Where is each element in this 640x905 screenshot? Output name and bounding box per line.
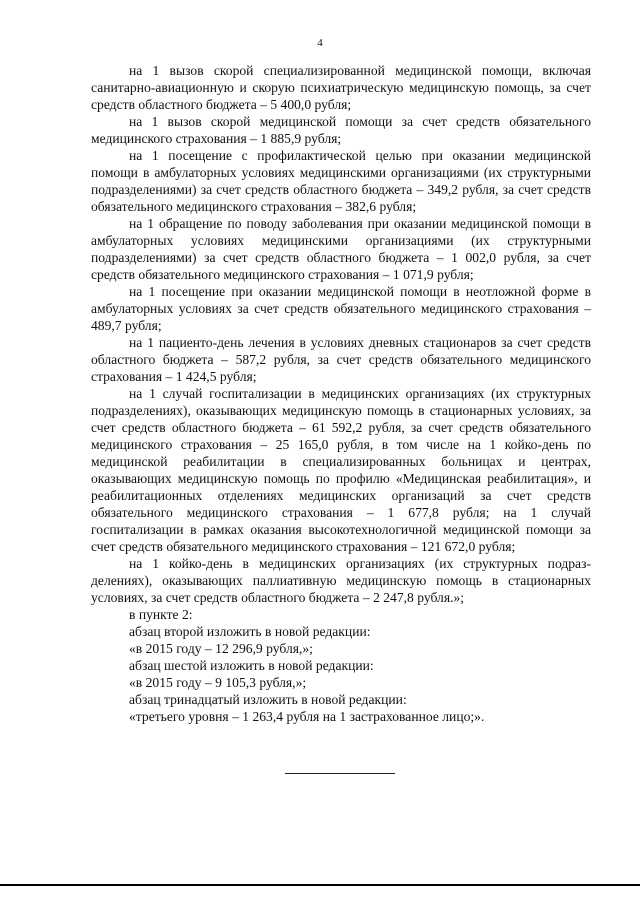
amendment-line: в пункте 2: — [129, 607, 193, 622]
amendment-line: «в 2015 году – 9 105,3 рубля,»; — [129, 675, 307, 690]
amendment-line: абзац тринадцатый изложить в новой редакции: — [129, 692, 407, 707]
paragraph-ambulance-call: на 1 вызов скорой медицинской помощи за счет средств обязательного медицинского страхования – 1 885,9 рубля; — [91, 114, 591, 146]
amendment-line: «третьего уровня – 1 263,4 рубля на 1 застрахованное лицо;». — [129, 709, 485, 724]
paragraph-palliative-care: на 1 койко-день в медицинских организациях (их структурных подразделениях), оказывающих паллиативную медицинскую помощь в стационарных условиях, за счет средств областного бюджета – 2 247,8 рубля.»; — [91, 556, 591, 605]
amendment-line: абзац второй изложить в новой редакции: — [129, 624, 371, 639]
paragraph-ambulance-specialized: на 1 вызов скорой специализированной медицинской помощи, включая санитарно-авиационную и скорую психиатрическую медицинскую помощь, за счет средств областного бюджета – 5 400,0 рубля; — [91, 63, 591, 112]
document-body — [91, 62, 591, 725]
paragraph-urgent-visit: на 1 посещение при оказании медицинской помощи в неотложной форме в амбулаторных условиях за счет средств обязательного медицинского страхования – 489,7 рубля; — [91, 284, 591, 333]
paragraph-disease-appeal: на 1 обращение по поводу заболевания при оказании медицинской помощи в амбулаторных условиях медицинскими организациями (их структурными подразделениями) за счет средств областного бюджета – 1 002,0 рубля, за счет средств обязательного медицинского страхования – 1 071,9 рубля; — [91, 216, 591, 282]
amendment-line: «в 2015 году – 12 296,9 рубля,»; — [129, 641, 313, 656]
page-number: 4 — [317, 37, 323, 49]
paragraph-hospitalization: на 1 случай госпитализации в медицинских организациях (их структурных подразделениях), оказывающих медицинскую помощь в стационарных условиях, за счет средств областного бюджета – 61 592,2 рубля, за счет средств обязательного медицинского страхования – 25 165,0 рубля, в том числе на 1 койко-день по медицинской реабилитации в специализированных больницах и центрах, оказывающих медицинскую помощь по профилю «Медицинская реабилитация», и реабилитационных отделениях медицинских организаций за счет средств обязательного медицинского страхования – 1 677,8 рубля; на 1 случай госпитализации в рамках оказания высокотехнологичной медицинской помощи за счет средств обязательного медицинского страхования – 121 672,0 рубля; — [91, 386, 591, 554]
page-bottom-rule — [0, 884, 640, 886]
closing-divider — [285, 773, 395, 774]
paragraph-day-hospital: на 1 пациенто-день лечения в условиях дневных стационаров за счет средств областного бюджета – 587,2 рубля, за счет средств обязательного медицинского страхования – 1 424,5 рубля; — [91, 335, 591, 384]
amendment-line: абзац шестой изложить в новой редакции: — [129, 658, 374, 673]
paragraph-preventive-visit: на 1 посещение с профилактической целью при оказании медицинской помощи в амбулаторных условиях медицинскими организациями (их структурными подразделениями) за счет средств областного бюджета – 349,2 рубля, за счет средств обязательного медицинского страхования – 382,6 рубля; — [91, 148, 591, 214]
